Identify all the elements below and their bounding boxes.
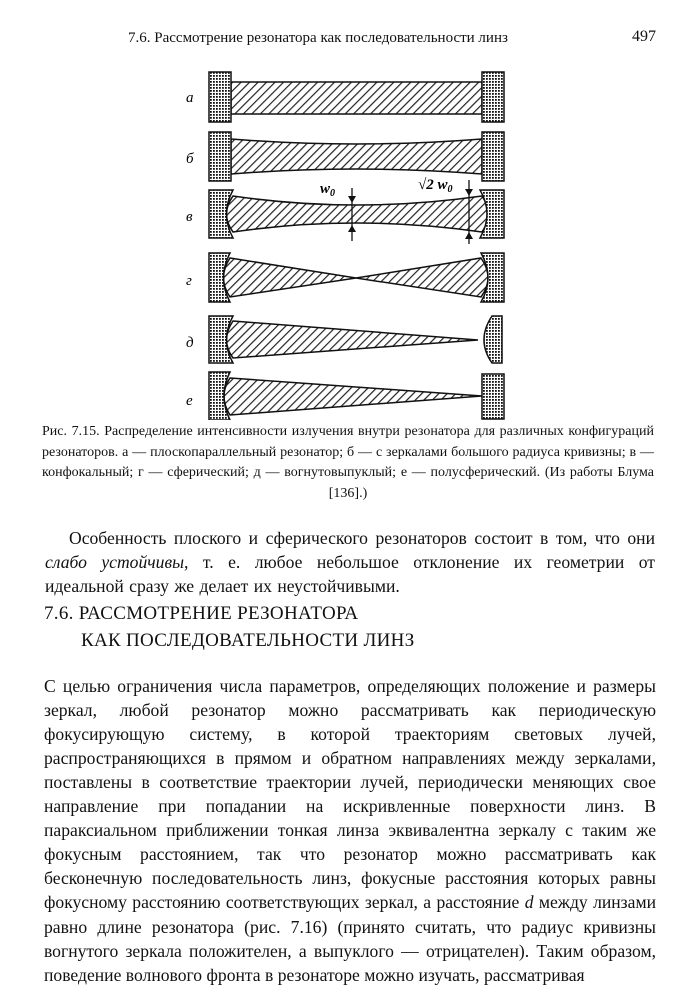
page-number: 497 [632,28,656,45]
resonator-g [209,253,504,302]
resonator-d [209,316,502,363]
resonator-b [209,132,504,181]
paragraph-lens-sequence: С целью ограничения числа параметров, определяющих положение и размеры зеркал, любой резонатор можно рассматривать как периодическую фокусирующую систему, в которой траекториям световых лучей, распространяющихся в прямом и обратном направлениях между зеркалами, поставлены в соответствие траектории лучей, периодически меняющих свое направление при попадании на искривленные поверхности линз. В параксиальном приближении тонкая линза эквивалентна зеркалу с таким же фокусным расстоянием, так что резонатор можно рассматривать как бесконечную последовательность линз, фокусные расстояния которых равны фокусному расстоянию соответствующих зеркал, а расстояние d между линзами равно длине резонатора (рис. 7.16) (принято считать, что радиус кривизны вогнутого зеркала положителен, а выпуклого — отрицателен). Таким образом, поведение волнового фронта в резонаторе можно изучать, рассматривая [44,675,656,985]
w0-arrow-bottom [348,225,356,232]
sqrt2w0-arrow-top [465,189,473,196]
section-heading-line1: 7.6. РАССМОТРЕНИЕ РЕЗОНАТОРА [44,603,359,624]
w0-arrow-top [348,196,356,203]
variable-d: d [524,892,534,913]
emphasis: слабо устойчивы [45,551,185,572]
sqrt2w0-label: √2 $w_0$ [418,177,453,195]
paragraph-stability: Особенность плоского и сферического резонаторов состоит в том, что они слабо устойчивы, т. е. любое небольшое отклонение их геометрии от идеальной сразу же делает их неустойчивыми. [45,527,655,596]
beam-a [231,82,482,114]
sqrt2w0-arrow-bottom [465,232,473,239]
section-heading-line2: КАК ПОСЛЕДОВАТЕЛЬНОСТИ ЛИНЗ [81,630,415,651]
row-label-e: е [186,393,193,409]
row-label-a: а [186,90,194,106]
w0-label: $w_0$ [320,181,336,199]
mirror-left-b [209,132,231,181]
figure-caption: Рис. 7.15. Распределение интенсивности излучения внутри резонатора для различных конфигураций резонаторов. а — плоскопараллельный резонатор; б — с зеркалами большого радиуса кривизны; в — конфокальный; г — сферический; д — вогнутовыпуклый; е — полусферический. (Из работы Блума [136].) [42,424,654,501]
resonator-v [209,177,504,244]
mirror-right-d [484,316,502,363]
running-title: 7.6. Рассмотрение резонатора как последовательности линз [128,30,508,46]
resonator-figure [0,0,696,420]
mirror-right-a [482,72,504,122]
row-label-v: в [186,209,193,225]
beam-e [224,378,482,415]
beam-v [227,196,489,232]
resonator-e [209,372,504,420]
row-label-g: г [186,273,192,289]
beam-g [224,258,489,297]
beam-b [231,139,482,174]
section-heading [44,600,415,654]
mirror-left-a [209,72,231,122]
resonator-a [209,72,504,122]
beam-d [227,321,479,358]
mirror-right-e [482,374,504,419]
mirror-right-b [482,132,504,181]
row-label-b: б [186,151,194,167]
row-label-d: д [186,335,194,351]
